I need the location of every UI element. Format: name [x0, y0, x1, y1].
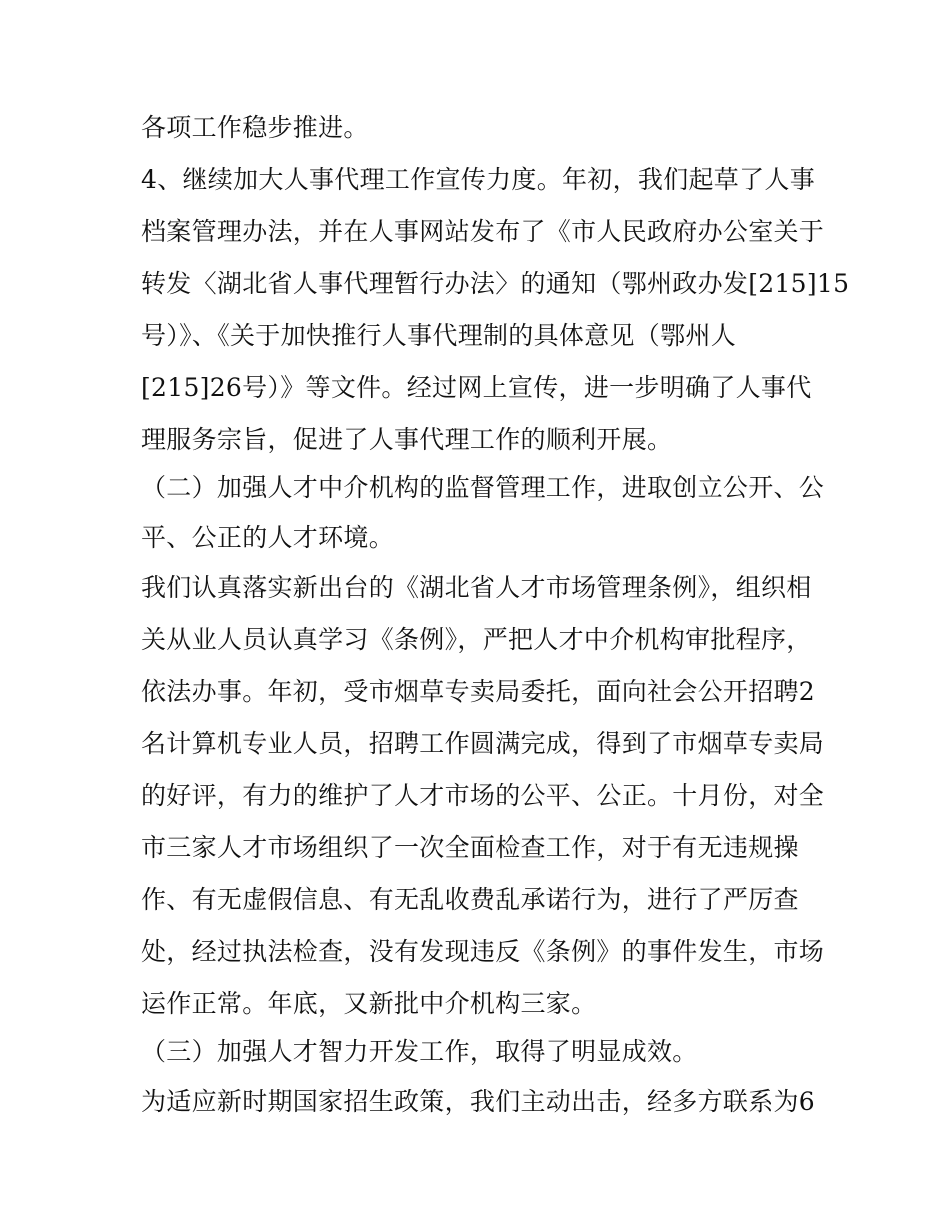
text-line: 作、有无虚假信息、有无乱收费乱承诺行为，进行了严厉查	[141, 885, 799, 914]
text-line: 平、公正的人才环境。	[141, 523, 395, 552]
text-line: 关从业人员认真学习《条例》，严把人才中介机构审批程序，	[141, 625, 812, 654]
text-line: 名计算机专业人员，招聘工作圆满完成，得到了市烟草专卖局	[141, 729, 825, 758]
text-line: 号）》、《关于加快推行人事代理制的具体意见（鄂州人	[141, 321, 737, 350]
text-line: 处，经过执法检查，没有发现违反《条例》的事件发生，市场	[141, 937, 825, 966]
text-line: [215]26号）》等文件。经过网上宣传，进一步明确了人事代	[141, 373, 812, 402]
text-line: 档案管理办法，并在人事网站发布了《市人民政府办公室关于	[141, 217, 825, 246]
section-heading: （三）加强人才智力开发工作，取得了明显成效。	[141, 1037, 698, 1066]
text-line: 4、继续加大人事代理工作宣传力度。年初，我们起草了人事	[141, 165, 816, 194]
text-line: 依法办事。年初，受市烟草专卖局委托，面向社会公开招聘2	[141, 677, 816, 706]
text-line: 理服务宗旨，促进了人事代理工作的顺利开展。	[141, 425, 673, 454]
text-line: 我们认真落实新出台的《湖北省人才市场管理条例》，组织相	[141, 573, 812, 602]
section-heading: （二）加强人才中介机构的监督管理工作，进取创立公开、公	[141, 473, 825, 502]
text-line: 市三家人才市场组织了一次全面检查工作，对于有无违规操	[141, 833, 799, 862]
text-line: 运作正常。年底，又新批中介机构三家。	[141, 989, 597, 1018]
text-line: 各项工作稳步推进。	[141, 113, 369, 142]
text-line: 转发〈湖北省人事代理暂行办法〉的通知（鄂州政办发[215]15	[141, 269, 850, 298]
text-line: 为适应新时期国家招生政策，我们主动出击，经多方联系为6	[141, 1087, 816, 1116]
text-line: 的好评，有力的维护了人才市场的公平、公正。十月份，对全	[141, 781, 825, 810]
